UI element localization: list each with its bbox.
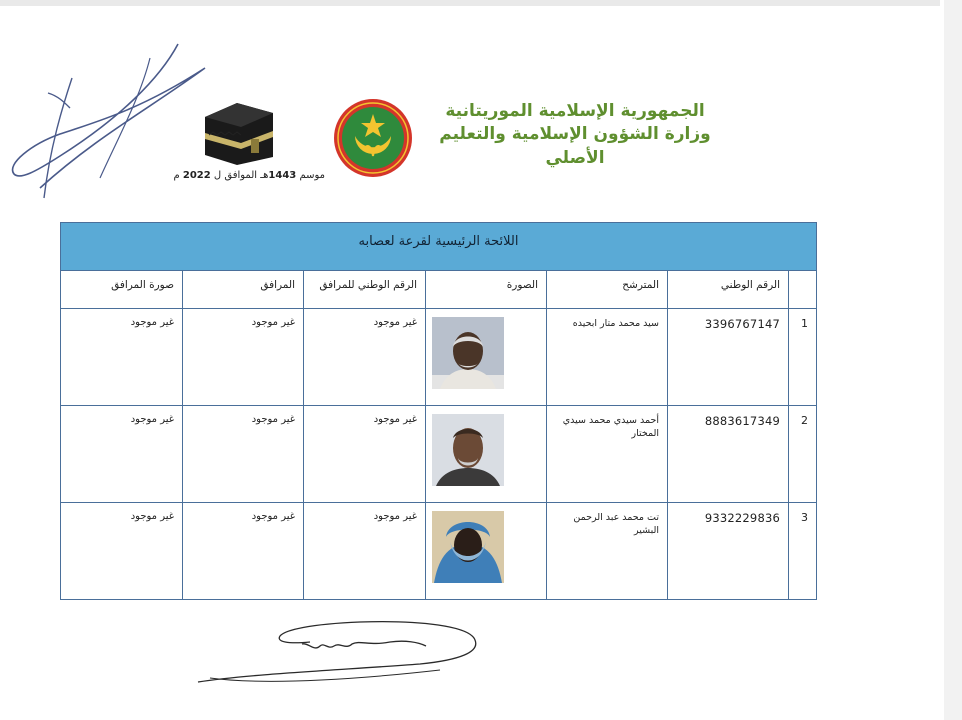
header-companion-photo: صورة المرافق: [111, 279, 174, 291]
table-row: [61, 406, 816, 503]
header-companion: المرافق: [182, 271, 303, 308]
candidate-photo: [432, 511, 504, 583]
table-row: [61, 309, 816, 406]
companion-photo: غير موجود: [130, 511, 174, 522]
header-photo: الصورة: [425, 271, 546, 308]
ministry-name: وزارة الشؤون الإسلامية والتعليم الأصلي: [439, 124, 711, 168]
photo-cell: [425, 503, 546, 599]
photo-cell: [425, 406, 546, 502]
header-candidate: المترشح: [546, 271, 667, 308]
national-id: 9332229836: [667, 503, 788, 599]
lottery-table: [60, 222, 817, 600]
companion-name: غير موجود: [182, 503, 303, 599]
right-edge: [944, 0, 962, 720]
header-index: [788, 271, 816, 308]
companion-id: غير موجود: [303, 309, 425, 405]
national-id: 8883617349: [667, 406, 788, 502]
row-index: 2: [788, 406, 816, 502]
candidate-name: أحمد سيدي محمد سيدي المختار: [546, 406, 667, 502]
table-header-row: [61, 271, 816, 309]
companion-name: غير موجود: [182, 309, 303, 405]
header-national-id: الرقم الوطني: [667, 271, 788, 308]
kaaba-icon: [203, 95, 275, 165]
companion-photo: غير موجود: [130, 414, 174, 425]
table-title: اللائحة الرئيسية لقرعة لعصابه: [61, 223, 816, 271]
candidate-photo: [432, 414, 504, 486]
national-id: 3396767147: [667, 309, 788, 405]
companion-name: غير موجود: [182, 406, 303, 502]
photo-cell: [425, 309, 546, 405]
signature-bottom: [190, 612, 485, 692]
row-index: 1: [788, 309, 816, 405]
companion-id: غير موجود: [303, 503, 425, 599]
candidate-name: تت محمد عبد الرحمن البشير: [546, 503, 667, 599]
companion-photo: غير موجود: [130, 317, 174, 328]
companion-id: غير موجود: [303, 406, 425, 502]
header-companion-id: الرقم الوطني للمرافق: [303, 271, 425, 308]
table-row: [61, 503, 816, 599]
signature-top: [0, 38, 215, 208]
candidate-name: سيد محمد متار ابحيده: [546, 309, 667, 405]
season-label: موسم 1443هـ الموافق ل 2022 م: [173, 170, 325, 181]
mauritania-seal-icon: [333, 98, 413, 178]
top-edge: [0, 0, 940, 6]
row-index: 3: [788, 503, 816, 599]
country-name: الجمهورية الإسلامية الموريتانية: [445, 101, 705, 121]
candidate-photo: [432, 317, 504, 389]
ministry-header: [430, 100, 720, 170]
